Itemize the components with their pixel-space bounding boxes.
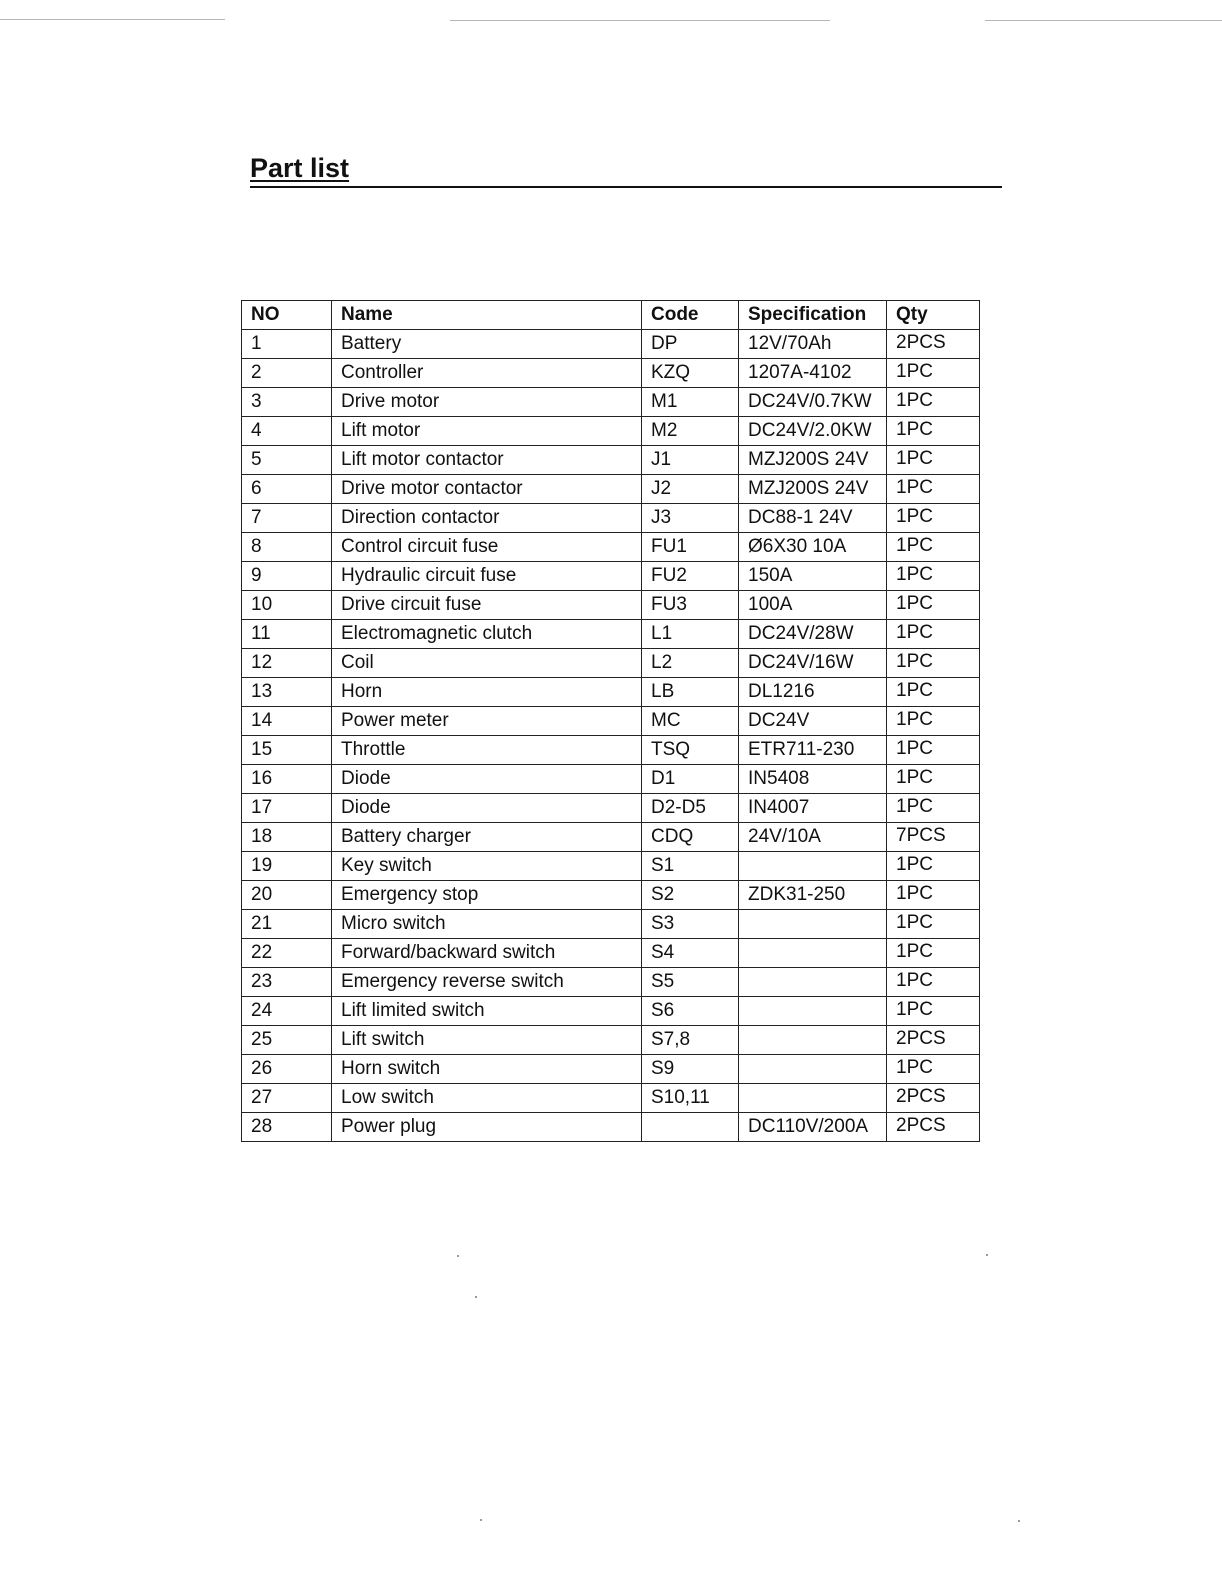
cell-qty: 1PC (887, 649, 980, 678)
page-title-rule (250, 150, 1002, 188)
table-row (242, 620, 980, 649)
cell-qty: 1PC (887, 504, 980, 533)
table-row (242, 1113, 980, 1142)
header-no: NO (242, 301, 332, 330)
cell-code: S1 (642, 852, 739, 881)
cell-qty: 1PC (887, 388, 980, 417)
cell-name: Electromagnetic clutch (332, 620, 642, 649)
table-row (242, 794, 980, 823)
scan-artifact-line (985, 20, 1222, 21)
scan-speck (1018, 1520, 1020, 1522)
cell-name: Battery charger (332, 823, 642, 852)
cell-qty: 1PC (887, 881, 980, 910)
header-qty: Qty (887, 301, 980, 330)
cell-no: 17 (242, 794, 332, 823)
cell-qty: 1PC (887, 591, 980, 620)
cell-specification: Ø6X30 10A (739, 533, 887, 562)
cell-code: S3 (642, 910, 739, 939)
cell-specification: MZJ200S 24V (739, 475, 887, 504)
cell-specification: 12V/70Ah (739, 330, 887, 359)
cell-name: Drive circuit fuse (332, 591, 642, 620)
cell-qty: 2PCS (887, 330, 980, 359)
cell-name: Controller (332, 359, 642, 388)
cell-name: Forward/backward switch (332, 939, 642, 968)
cell-specification: DC88-1 24V (739, 504, 887, 533)
cell-specification (739, 1026, 887, 1055)
parts-table (241, 300, 980, 1142)
cell-name: Diode (332, 794, 642, 823)
cell-specification: DC24V/2.0KW (739, 417, 887, 446)
cell-code: TSQ (642, 736, 739, 765)
cell-qty: 1PC (887, 1055, 980, 1084)
table-header-row (242, 301, 980, 330)
table-row (242, 910, 980, 939)
cell-qty: 1PC (887, 939, 980, 968)
cell-code: J3 (642, 504, 739, 533)
cell-name: Lift limited switch (332, 997, 642, 1026)
cell-specification (739, 968, 887, 997)
cell-code: LB (642, 678, 739, 707)
cell-code: M2 (642, 417, 739, 446)
cell-specification: DL1216 (739, 678, 887, 707)
table-row (242, 475, 980, 504)
cell-specification (739, 939, 887, 968)
cell-code: MC (642, 707, 739, 736)
cell-no: 2 (242, 359, 332, 388)
cell-code: S5 (642, 968, 739, 997)
cell-no: 7 (242, 504, 332, 533)
cell-code: CDQ (642, 823, 739, 852)
cell-specification (739, 852, 887, 881)
table-row (242, 881, 980, 910)
cell-specification: 1207A-4102 (739, 359, 887, 388)
cell-code: S7,8 (642, 1026, 739, 1055)
cell-qty: 1PC (887, 417, 980, 446)
cell-specification: ETR711-230 (739, 736, 887, 765)
cell-name: Power plug (332, 1113, 642, 1142)
cell-qty: 1PC (887, 765, 980, 794)
cell-name: Diode (332, 765, 642, 794)
cell-name: Horn (332, 678, 642, 707)
header-code: Code (642, 301, 739, 330)
cell-specification: 24V/10A (739, 823, 887, 852)
cell-no: 11 (242, 620, 332, 649)
cell-no: 5 (242, 446, 332, 475)
cell-no: 9 (242, 562, 332, 591)
cell-specification: DC24V/16W (739, 649, 887, 678)
cell-qty: 1PC (887, 707, 980, 736)
table-row (242, 707, 980, 736)
cell-specification: 100A (739, 591, 887, 620)
cell-no: 18 (242, 823, 332, 852)
cell-no: 20 (242, 881, 332, 910)
cell-qty: 1PC (887, 736, 980, 765)
cell-specification (739, 1084, 887, 1113)
scan-artifact-line (450, 20, 830, 21)
cell-no: 14 (242, 707, 332, 736)
cell-qty: 1PC (887, 910, 980, 939)
cell-no: 19 (242, 852, 332, 881)
cell-qty: 1PC (887, 852, 980, 881)
cell-qty: 1PC (887, 562, 980, 591)
scan-speck (475, 1296, 477, 1298)
cell-no: 25 (242, 1026, 332, 1055)
cell-no: 16 (242, 765, 332, 794)
table-body (242, 330, 980, 1142)
cell-no: 8 (242, 533, 332, 562)
cell-no: 26 (242, 1055, 332, 1084)
cell-no: 21 (242, 910, 332, 939)
table-row (242, 823, 980, 852)
cell-specification: DC110V/200A (739, 1113, 887, 1142)
table-row (242, 388, 980, 417)
cell-code: S6 (642, 997, 739, 1026)
cell-no: 10 (242, 591, 332, 620)
cell-qty: 2PCS (887, 1113, 980, 1142)
cell-name: Lift motor contactor (332, 446, 642, 475)
table-row (242, 330, 980, 359)
cell-name: Key switch (332, 852, 642, 881)
table-row (242, 1026, 980, 1055)
cell-no: 27 (242, 1084, 332, 1113)
cell-name: Lift switch (332, 1026, 642, 1055)
scan-speck (457, 1255, 459, 1257)
cell-specification: DC24V/28W (739, 620, 887, 649)
scan-artifact-line (0, 19, 225, 20)
cell-qty: 1PC (887, 997, 980, 1026)
cell-no: 13 (242, 678, 332, 707)
cell-qty: 1PC (887, 794, 980, 823)
cell-name: Emergency reverse switch (332, 968, 642, 997)
cell-code: S4 (642, 939, 739, 968)
cell-specification: MZJ200S 24V (739, 446, 887, 475)
header-name: Name (332, 301, 642, 330)
header-specification: Specification (739, 301, 887, 330)
table-row (242, 359, 980, 388)
cell-specification: IN4007 (739, 794, 887, 823)
cell-name: Hydraulic circuit fuse (332, 562, 642, 591)
cell-specification: 150A (739, 562, 887, 591)
table-row (242, 765, 980, 794)
cell-specification: IN5408 (739, 765, 887, 794)
cell-specification: DC24V (739, 707, 887, 736)
cell-qty: 1PC (887, 968, 980, 997)
scan-speck (986, 1254, 988, 1256)
cell-code: FU2 (642, 562, 739, 591)
cell-name: Lift motor (332, 417, 642, 446)
cell-specification: ZDK31-250 (739, 881, 887, 910)
cell-name: Control circuit fuse (332, 533, 642, 562)
cell-name: Throttle (332, 736, 642, 765)
cell-code (642, 1113, 739, 1142)
cell-qty: 7PCS (887, 823, 980, 852)
cell-qty: 1PC (887, 446, 980, 475)
cell-code: KZQ (642, 359, 739, 388)
cell-code: S9 (642, 1055, 739, 1084)
cell-specification (739, 910, 887, 939)
table-row (242, 533, 980, 562)
cell-specification: DC24V/0.7KW (739, 388, 887, 417)
table-row (242, 591, 980, 620)
cell-name: Power meter (332, 707, 642, 736)
table-row (242, 504, 980, 533)
cell-name: Drive motor contactor (332, 475, 642, 504)
table-row (242, 997, 980, 1026)
cell-no: 4 (242, 417, 332, 446)
table-row (242, 1084, 980, 1113)
cell-no: 1 (242, 330, 332, 359)
cell-name: Drive motor (332, 388, 642, 417)
table-row (242, 678, 980, 707)
cell-name: Battery (332, 330, 642, 359)
cell-code: FU1 (642, 533, 739, 562)
scan-speck (480, 1519, 482, 1521)
table-row (242, 562, 980, 591)
page-title: Part list (250, 153, 350, 183)
cell-code: FU3 (642, 591, 739, 620)
table-row (242, 649, 980, 678)
cell-qty: 2PCS (887, 1026, 980, 1055)
cell-code: L1 (642, 620, 739, 649)
cell-no: 12 (242, 649, 332, 678)
cell-code: S2 (642, 881, 739, 910)
cell-name: Direction contactor (332, 504, 642, 533)
cell-qty: 1PC (887, 678, 980, 707)
cell-name: Micro switch (332, 910, 642, 939)
table-row (242, 852, 980, 881)
table-row (242, 939, 980, 968)
table-row (242, 1055, 980, 1084)
table-row (242, 736, 980, 765)
cell-qty: 1PC (887, 620, 980, 649)
cell-qty: 1PC (887, 359, 980, 388)
cell-code: DP (642, 330, 739, 359)
cell-no: 28 (242, 1113, 332, 1142)
cell-specification (739, 997, 887, 1026)
cell-code: D1 (642, 765, 739, 794)
cell-no: 15 (242, 736, 332, 765)
cell-qty: 2PCS (887, 1084, 980, 1113)
cell-code: S10,11 (642, 1084, 739, 1113)
cell-no: 24 (242, 997, 332, 1026)
table-row (242, 446, 980, 475)
cell-code: D2-D5 (642, 794, 739, 823)
table-row (242, 968, 980, 997)
cell-code: L2 (642, 649, 739, 678)
cell-code: J1 (642, 446, 739, 475)
cell-qty: 1PC (887, 475, 980, 504)
table-row (242, 417, 980, 446)
cell-code: J2 (642, 475, 739, 504)
cell-name: Emergency stop (332, 881, 642, 910)
cell-name: Low switch (332, 1084, 642, 1113)
cell-name: Coil (332, 649, 642, 678)
cell-no: 3 (242, 388, 332, 417)
cell-name: Horn switch (332, 1055, 642, 1084)
cell-no: 22 (242, 939, 332, 968)
cell-code: M1 (642, 388, 739, 417)
cell-qty: 1PC (887, 533, 980, 562)
cell-no: 23 (242, 968, 332, 997)
cell-no: 6 (242, 475, 332, 504)
cell-specification (739, 1055, 887, 1084)
